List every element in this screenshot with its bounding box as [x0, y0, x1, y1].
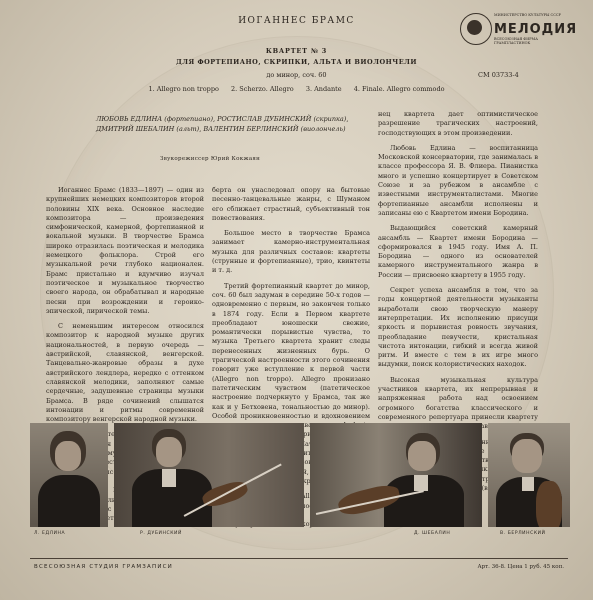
- performers-line-1: ЛЮБОВЬ ЕДЛИНА (фортепиано), РОСТИСЛАВ ДУБИНСКИЙ (скрипка),: [96, 115, 349, 123]
- performers-line-2: ДМИТРИЙ ШЕБАЛИН (альт), ВАЛЕНТИН БЕРЛИНСКИЙ (виолончель): [96, 125, 346, 133]
- movement-list: [0, 85, 593, 93]
- work-number: КВАРТЕТ № 3: [265, 47, 328, 55]
- sound-engineer: Звукорежиссер Юрий Кокжаян: [160, 156, 261, 162]
- catalog-number: СМ 03733-4: [478, 71, 519, 79]
- photo-shebalin: [310, 423, 482, 527]
- notes-paragraph: Большое место в творчестве Брамса занимает камерно-инструментальная музыка для различных составов: квартеты (струнные и фортепианные), трио, квинтеты и т. д.: [212, 229, 370, 275]
- caption-dubinsky: Р. ДУБИНСКИЙ: [140, 531, 182, 536]
- melodiya-logo: [460, 13, 578, 59]
- logo-sub-line: ВСЕСОЮЗНАЯ ФИРМА ГРАМПЛАСТИНОК: [494, 37, 538, 45]
- logo-brand: МЕЛОДИЯ: [494, 22, 578, 37]
- notes-paragraph: Секрет успеха ансамбля в том, что за годы концертной деятельности музыканты выработали свою творческую манеру интерпретации. Их исполнению присущи яркость и порывистая ровность звучания, преобладание певучести, кристальная чистота интонации, гибкий и всегда живой ритм. И вместе с тем в их игре много выдумки, поиск колористических находок.: [378, 286, 538, 369]
- notes-paragraph: характерной с: [87, 430, 132, 513]
- footer: [30, 558, 568, 573]
- movement-4: 4. Finale. Allegro commodo: [353, 85, 445, 93]
- notes-paragraph: Любовь Едлина — воспитанница Московской консерватории, где занималась в классе профессора Я. В. Флиера. Пианистка много и успешно концертирует в Советском Союзе и за рубежом в ансамбле с известными инструменталистами. Многие фортепианные ансамбли исполнены и записаны ею с Квартетом имени Бородина.: [378, 143, 538, 217]
- work-title: ДЛЯ ФОРТЕПИАНО, СКРИПКИ, АЛЬТА И ВИОЛОНЧЕЛИ: [175, 58, 418, 66]
- caption-shebalin: Д. ШЕБАЛИН: [414, 531, 451, 536]
- movement-2: 2. Scherzo. Allegro: [230, 85, 294, 93]
- movement-3: 3. Andante: [305, 85, 342, 93]
- notes-paragraph: Выдающийся советский камерный ансамбль — Квартет имени Бородина — сформировался в 1945 году. Имя А. П. Бородина — одного из основателей камерного инструментального жанра в России — присвоено квартету в 1955 году.: [378, 224, 538, 279]
- photo-edlina: [30, 423, 108, 527]
- studio-name: ВСЕСОЮЗНАЯ СТУДИЯ ГРАМЗАПИСИ: [34, 564, 173, 570]
- notes-paragraph: Дмитрий: [467, 474, 499, 483]
- notes-paragraph: нец квартета дает оптимистическое разрешение трагических настроений, господствующих в этом произведении.: [378, 110, 538, 137]
- key-opus: до минор, соч. 60: [266, 71, 327, 79]
- notes-paragraph: Иоганнес Брамс (1833—1897) — один из крупнейших немецких композиторов второй половины XIX века. Основное наследие композитора — произведения симфонической, камерной, фортепианной и вокальной музыки. В творчестве Брамса широко отразилась поэтическая и мелодика немецкого фольклора. Строй его музыкальной речи глубоко национален. Брамс пристально и вдумчиво изучал поэтическое и музыкальное творчество своего народа, он обрабатывал и народные песни при возрождении и героико-эпической, лирической темы.: [46, 186, 204, 315]
- movement-1: 1. Allegro non troppo: [148, 85, 219, 93]
- notes-paragraph: Высокая музыкальная культура участников квартета, их непрерывная и напряженная работа над освоением огромного богатства классического и современного репертуара принесли квартету славу.: [378, 375, 538, 431]
- photo-dubinsky: [114, 423, 304, 527]
- composer-name: ИОГАННЕС БРАМС: [238, 16, 355, 26]
- performer-photos: [30, 423, 570, 543]
- caption-edlina: Л. ЕДЛИНА: [34, 531, 66, 536]
- logo-top-line: МИНИСТЕРСТВО КУЛЬТУРЫ СССР: [494, 13, 561, 17]
- performers: [96, 114, 416, 134]
- caption-berlinsky: В. БЕРЛИНСКИЙ: [500, 531, 546, 536]
- notes-paragraph: берта он унаследовал опору на бытовые песенно-танцевальные жанры, с Шуманом его сближает страстный, субъективный тон повествования.: [212, 186, 370, 222]
- notes-paragraph: С неменьшим интересом относился композитор к народной музыке других национальностей, в первую очередь — австрийской, славянской, венгерской. Танцевально-жанровые образы в духе австрийского лендлера, нередко с оттенком славянской мелодики, заполняют самые сердечные, задушевные страницы музыки Брамса. В ряде сочинений слышатся интонации и ритмы современной композитору венгерской народной музыки.: [46, 322, 204, 424]
- price-line: Арт. 36-8. Цена 1 руб. 45 коп.: [477, 564, 564, 570]
- notes-paragraph: Третий фортепианный квартет до минор, соч. 60 был задуман в середине 50-х годов — одновременно с первым, но закончен только в 1874 году. Если в Первом квартете преобладают юношески свежие, романтически порывистые чувства, то музыка Третьего квартета хранит следы перенесенных жизненных бурь. О трагической настроенности этого сочинения говорит уже вступление к первой части (Allegro non troppo). Allegro пронизано патетическим чувством (патетическое настроение подчеркнуто у Брамса, так же как и у Бетховена, тональностью до минор). Особой проникновенностью и вдохновением: [212, 281, 370, 420]
- photo-berlinsky: [488, 423, 570, 527]
- melodiya-seal-icon: [460, 13, 492, 45]
